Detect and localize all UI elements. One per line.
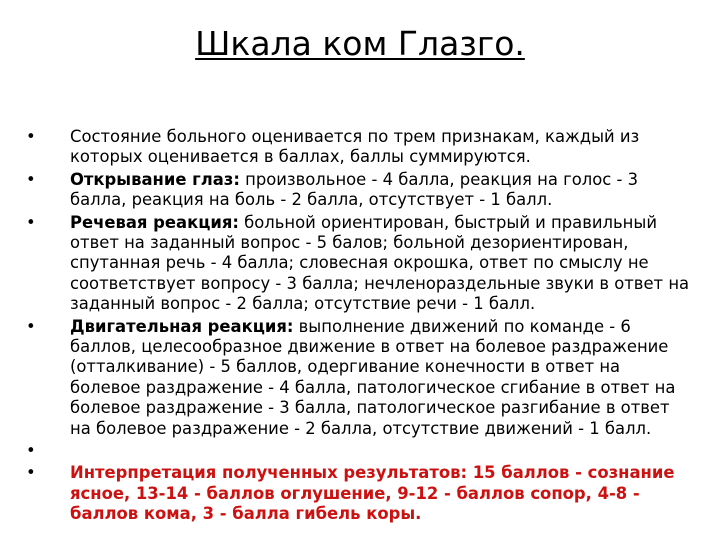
item-text: выполнение движений по команде - 6 баллов, целесообразное движение в ответ на болевое раздражение (отталкивание) - 5 баллов, одергивание конечности в ответ на болевое раздражение - 4 балла, патологическое сгибание в ответ на болевое раздражение - 3 балла, патологическое разгибание в ответ на болевое раздражение - 2 балла, отсутствие движений - 1 балл. <box>70 316 676 438</box>
list-item <box>26 463 690 524</box>
list-item <box>26 317 690 439</box>
item-label: Двигательная реакция: <box>70 316 294 336</box>
list-item <box>26 127 690 168</box>
bullet-icon: • <box>26 316 36 336</box>
interpretation-text: Интерпретация полученных результатов: 15 баллов - сознание ясное, 13-14 - баллов оглушение, 9-12 - баллов сопор, 4-8 - баллов кома, 3 - балла гибель коры. <box>70 463 675 524</box>
item-text: Состояние больного оценивается по трем признакам, каждый из которых оценивается в баллах, баллы суммируются. <box>70 127 640 167</box>
bullet-icon: • <box>26 212 36 232</box>
list-item <box>26 170 690 211</box>
bullet-list <box>26 127 690 527</box>
bullet-icon: • <box>26 441 36 461</box>
bullet-icon: • <box>26 169 36 189</box>
list-item <box>26 213 690 315</box>
list-item-empty <box>26 441 690 461</box>
item-text: произвольное - 4 балла, реакция на голос - 3 балла, реакция на боль - 2 балла, отсутствует - 1 балл. <box>70 169 639 210</box>
bullet-icon: • <box>26 127 36 146</box>
bullet-icon: • <box>26 463 36 483</box>
item-text: больной ориентирован, быстрый и правильный ответ на заданный вопрос - 5 балов; больной дезориентирован, спутанная речь - 4 балла; словесная окрошка, ответ по смыслу не соответствует вопросу - 3 балла; нечленораздельные звуки в ответ на заданный вопрос - 2 балла; отсутствие речи - 1 балл. <box>70 212 690 314</box>
item-label: Открывание глаз: <box>70 169 240 189</box>
slide-title: Шкала ком Глазго. <box>195 24 525 63</box>
item-label: Речевая реакция: <box>70 212 239 232</box>
